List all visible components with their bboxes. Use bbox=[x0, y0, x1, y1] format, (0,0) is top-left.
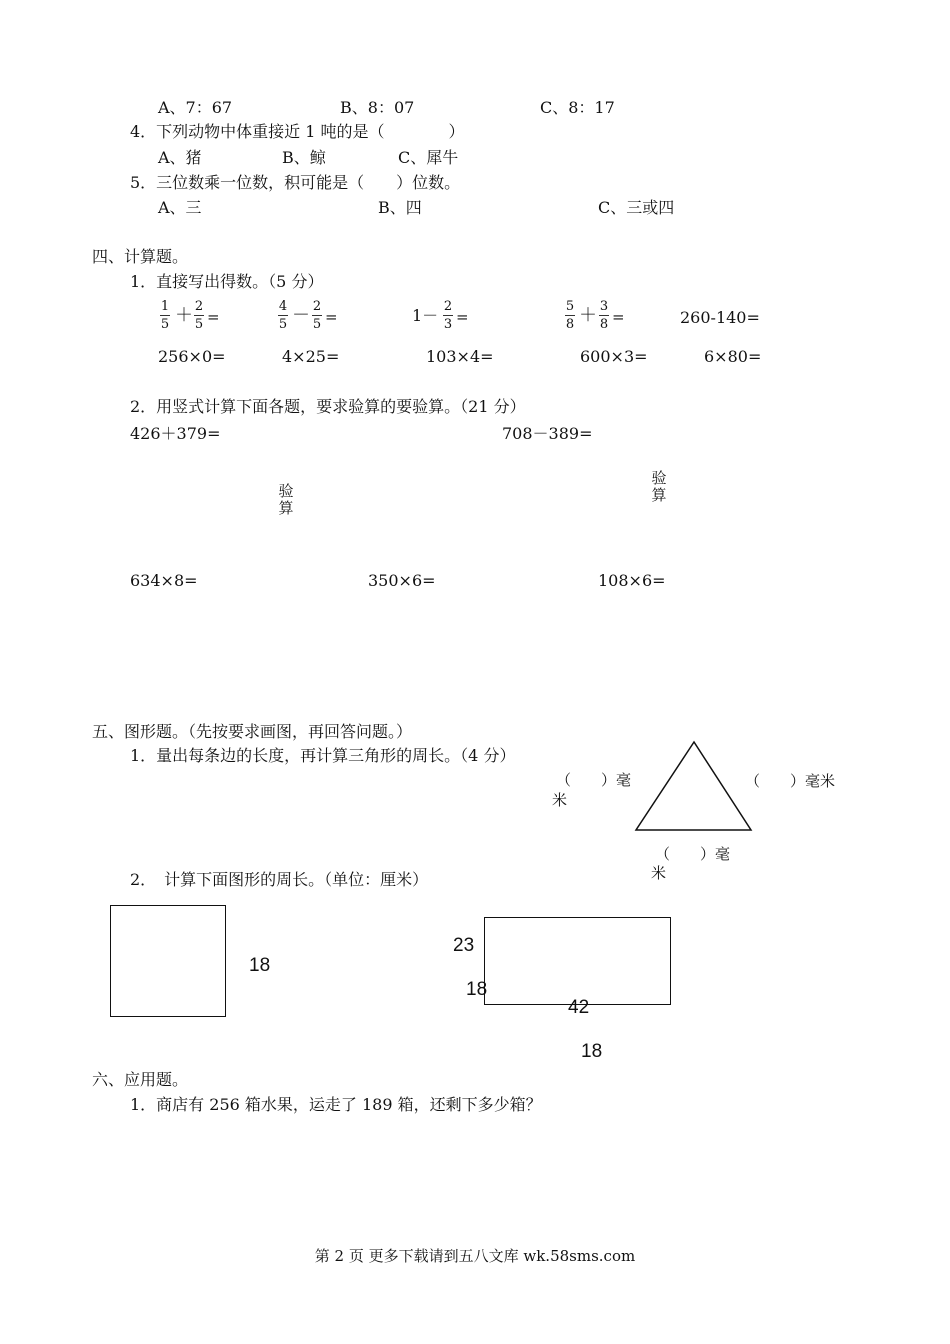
denominator: 5 bbox=[312, 317, 322, 332]
q5-stem: 5．三位数乘一位数，积可能是（ ）位数。 bbox=[130, 173, 461, 192]
q3-option-b: B、8：07 bbox=[340, 98, 415, 117]
calc-item: 256×0= bbox=[158, 347, 226, 366]
q4-option-a: A、猪 bbox=[158, 148, 202, 167]
check-label-char: 验 bbox=[651, 469, 667, 487]
check-label-char: 算 bbox=[278, 499, 294, 517]
triangle-left-label-unit: 米 bbox=[552, 791, 568, 809]
q4-2-stem: 2．用竖式计算下面各题，要求验算的要验算。（21 分） bbox=[130, 397, 526, 416]
q4-option-b: B、鲸 bbox=[282, 148, 326, 167]
q3-option-a: A、7：67 bbox=[158, 98, 233, 117]
minus-operator: － bbox=[292, 305, 310, 326]
q3-option-c: C、8：17 bbox=[540, 98, 615, 117]
q5-1-stem: 1．量出每条边的长度，再计算三角形的周长。（4 分） bbox=[130, 746, 516, 765]
triangle-left-label: （ ）毫 bbox=[556, 771, 632, 789]
numerator: 4 bbox=[278, 299, 288, 314]
triangle-bottom-label-unit: 米 bbox=[651, 864, 667, 882]
calc-260-140: 260-140= bbox=[680, 308, 760, 327]
rect-label: 23 bbox=[453, 935, 475, 956]
denominator: 5 bbox=[194, 317, 204, 332]
q5-option-c: C、三或四 bbox=[598, 198, 675, 217]
page-footer: 第 2 页 更多下载请到五八文库 wk.58sms.com bbox=[314, 1247, 636, 1265]
triangle bbox=[636, 742, 751, 830]
denominator: 8 bbox=[565, 317, 575, 332]
plus-operator: ＋ bbox=[579, 305, 597, 326]
denominator: 8 bbox=[599, 317, 609, 332]
calc-item: 103×4= bbox=[426, 347, 494, 366]
denominator: 3 bbox=[443, 317, 453, 332]
calc-item: 6×80= bbox=[704, 347, 762, 366]
numerator: 3 bbox=[599, 299, 609, 314]
square-figure bbox=[110, 905, 226, 1017]
square-side-label: 18 bbox=[249, 955, 271, 976]
rect-label: 18 bbox=[466, 979, 488, 1000]
equals-sign: = bbox=[325, 308, 338, 326]
q6-1-stem: 1．商店有 256 箱水果，运走了 189 箱，还剩下多少箱？ bbox=[130, 1095, 542, 1114]
triangle-right-label: （ ）毫米 bbox=[745, 772, 836, 790]
vertical-calc-problem: 708－389= bbox=[502, 424, 593, 443]
one-minus-prefix: 1－ bbox=[412, 306, 439, 325]
rectangle-figure bbox=[484, 917, 671, 1005]
denominator: 5 bbox=[278, 317, 288, 332]
numerator: 1 bbox=[160, 299, 170, 314]
vertical-calc-problem: 108×6= bbox=[598, 571, 666, 590]
q5-2-stem: 2． 计算下面图形的周长。（单位：厘米） bbox=[130, 870, 429, 889]
plus-operator: ＋ bbox=[175, 305, 193, 326]
numerator: 5 bbox=[565, 299, 575, 314]
calc-item: 600×3= bbox=[580, 347, 648, 366]
vertical-calc-problem: 350×6= bbox=[368, 571, 436, 590]
equals-sign: = bbox=[456, 308, 469, 326]
q4-stem: 4．下列动物中体重接近 1 吨的是（ ） bbox=[130, 122, 465, 141]
vertical-calc-problem: 426＋379= bbox=[130, 424, 221, 443]
vertical-calc-problem: 634×8= bbox=[130, 571, 198, 590]
numerator: 2 bbox=[194, 299, 204, 314]
denominator: 5 bbox=[160, 317, 170, 332]
calc-item: 4×25= bbox=[282, 347, 340, 366]
q4-1-stem: 1．直接写出得数。（5 分） bbox=[130, 272, 324, 291]
rect-label: 42 bbox=[568, 997, 590, 1018]
section6-title: 六、应用题。 bbox=[92, 1070, 189, 1089]
q5-option-a: A、三 bbox=[158, 198, 202, 217]
rect-label: 18 bbox=[581, 1041, 603, 1062]
check-label-char: 验 bbox=[278, 482, 294, 500]
section5-title: 五、图形题。（先按要求画图，再回答问题。） bbox=[92, 722, 413, 741]
check-label-char: 算 bbox=[651, 486, 667, 504]
q5-option-b: B、四 bbox=[378, 198, 422, 217]
equals-sign: = bbox=[612, 308, 625, 326]
numerator: 2 bbox=[443, 299, 453, 314]
q4-option-c: C、犀牛 bbox=[398, 148, 459, 167]
section4-title: 四、计算题。 bbox=[92, 247, 189, 266]
numerator: 2 bbox=[312, 299, 322, 314]
equals-sign: = bbox=[207, 308, 220, 326]
triangle-bottom-label: （ ）毫 bbox=[655, 845, 731, 863]
